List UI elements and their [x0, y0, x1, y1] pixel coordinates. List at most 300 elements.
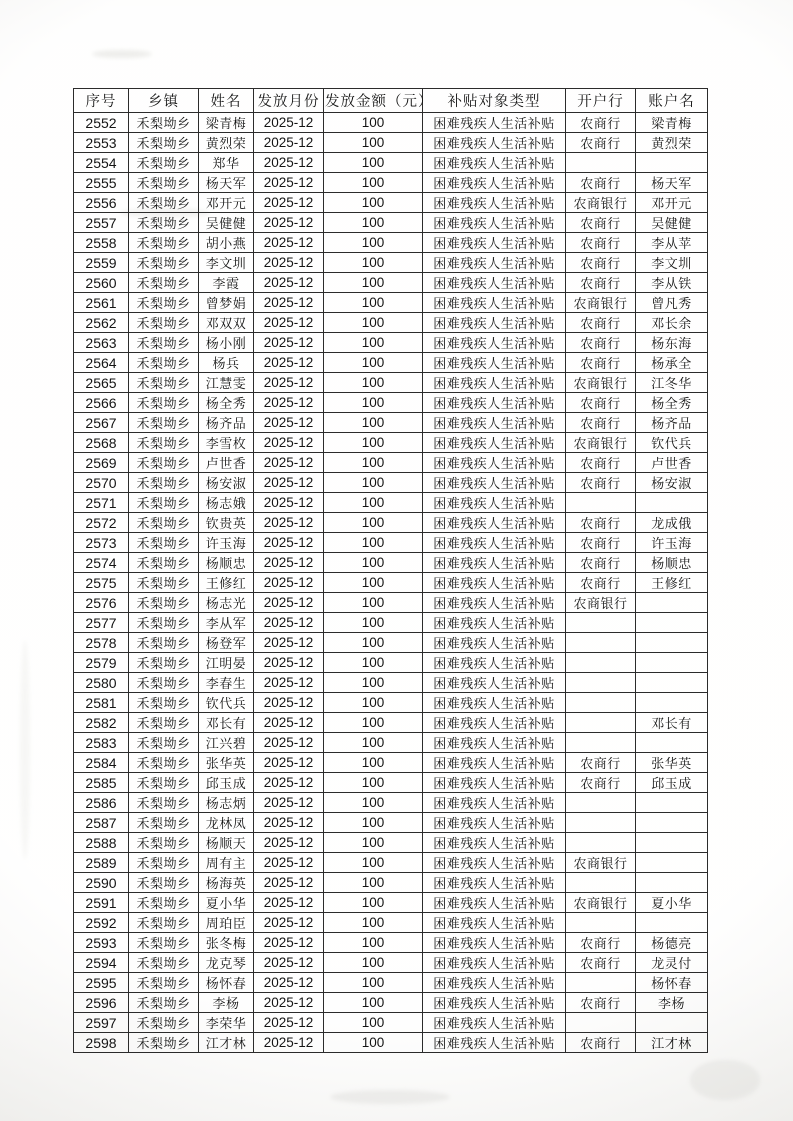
- table-cell: 2582: [74, 713, 129, 733]
- table-cell: 2565: [74, 373, 129, 393]
- table-cell: 江兴碧: [199, 733, 254, 753]
- table-cell: 困难残疾人生活补贴: [423, 433, 566, 453]
- table-cell: 农商行: [566, 393, 636, 413]
- table-row: [74, 293, 708, 313]
- table-row: [74, 413, 708, 433]
- table-cell: [566, 153, 636, 173]
- table-cell: 江才林: [199, 1033, 254, 1053]
- table-cell: 2588: [74, 833, 129, 853]
- table-row: [74, 653, 708, 673]
- table-cell: 禾梨坳乡: [129, 753, 199, 773]
- table-cell: 农商银行: [566, 373, 636, 393]
- table-cell: 100: [324, 333, 423, 353]
- table-cell: 2579: [74, 653, 129, 673]
- table-cell: 农商行: [566, 133, 636, 153]
- table-cell: 禾梨坳乡: [129, 313, 199, 333]
- table-cell: 农商行: [566, 1033, 636, 1053]
- table-cell: 江冬华: [636, 373, 708, 393]
- table-cell: 2025-12: [254, 293, 324, 313]
- table-cell: 禾梨坳乡: [129, 673, 199, 693]
- table-cell: 2025-12: [254, 733, 324, 753]
- table-cell: 农商行: [566, 993, 636, 1013]
- table-cell: 困难残疾人生活补贴: [423, 533, 566, 553]
- table-cell: 吴健健: [199, 213, 254, 233]
- table-cell: 困难残疾人生活补贴: [423, 773, 566, 793]
- table-cell: 杨怀春: [199, 973, 254, 993]
- table-cell: 杨安淑: [636, 473, 708, 493]
- table-cell: 2025-12: [254, 673, 324, 693]
- table-row: [74, 553, 708, 573]
- table-row: [74, 953, 708, 973]
- table-cell: 2025-12: [254, 973, 324, 993]
- table-cell: 100: [324, 233, 423, 253]
- table-cell: 100: [324, 913, 423, 933]
- table-cell: 困难残疾人生活补贴: [423, 273, 566, 293]
- table-cell: 困难残疾人生活补贴: [423, 233, 566, 253]
- table-cell: 100: [324, 133, 423, 153]
- table-cell: 禾梨坳乡: [129, 893, 199, 913]
- table-cell: 禾梨坳乡: [129, 1033, 199, 1053]
- table-cell: 曾凡秀: [636, 293, 708, 313]
- table-cell: 杨东海: [636, 333, 708, 353]
- table-cell: 2589: [74, 853, 129, 873]
- table-cell: 2592: [74, 913, 129, 933]
- table-cell: 困难残疾人生活补贴: [423, 453, 566, 473]
- table-cell: 龙灵付: [636, 953, 708, 973]
- table-cell: 农商银行: [566, 193, 636, 213]
- table-cell: 杨怀春: [636, 973, 708, 993]
- scan-smudge: [330, 1090, 450, 1104]
- table-cell: 龙成俄: [636, 513, 708, 533]
- table-cell: [566, 733, 636, 753]
- table-cell: 2591: [74, 893, 129, 913]
- table-body: [74, 113, 708, 1053]
- table-cell: 2581: [74, 693, 129, 713]
- table-cell: 100: [324, 893, 423, 913]
- table-cell: 李从铁: [636, 273, 708, 293]
- table-cell: 杨顺忠: [199, 553, 254, 573]
- table-cell: 禾梨坳乡: [129, 633, 199, 653]
- table-cell: 2025-12: [254, 473, 324, 493]
- table-row: [74, 1013, 708, 1033]
- scan-smudge: [92, 50, 152, 58]
- table-row: [74, 333, 708, 353]
- table-cell: [636, 493, 708, 513]
- table-cell: 100: [324, 513, 423, 533]
- table-row: [74, 893, 708, 913]
- table-cell: 2025-12: [254, 933, 324, 953]
- table-cell: 2025-12: [254, 113, 324, 133]
- table-row: [74, 493, 708, 513]
- table-cell: 2593: [74, 933, 129, 953]
- table-row: [74, 173, 708, 193]
- table-cell: 100: [324, 693, 423, 713]
- table-cell: 困难残疾人生活补贴: [423, 1013, 566, 1033]
- table-cell: 2576: [74, 593, 129, 613]
- table-cell: 困难残疾人生活补贴: [423, 913, 566, 933]
- table-row: [74, 793, 708, 813]
- table-cell: 曾梦娟: [199, 293, 254, 313]
- table-cell: 黄烈荣: [636, 133, 708, 153]
- table-cell: 100: [324, 673, 423, 693]
- table-cell: 100: [324, 713, 423, 733]
- table-cell: 困难残疾人生活补贴: [423, 353, 566, 373]
- table-cell: 100: [324, 113, 423, 133]
- table-cell: 100: [324, 793, 423, 813]
- table-cell: 禾梨坳乡: [129, 373, 199, 393]
- table-row: [74, 533, 708, 553]
- table-cell: 100: [324, 253, 423, 273]
- table-cell: [636, 813, 708, 833]
- table-cell: 困难残疾人生活补贴: [423, 933, 566, 953]
- table-cell: 困难残疾人生活补贴: [423, 133, 566, 153]
- table-cell: 困难残疾人生活补贴: [423, 853, 566, 873]
- table-cell: 农商行: [566, 753, 636, 773]
- table-cell: 2025-12: [254, 1033, 324, 1053]
- table-cell: 2025-12: [254, 653, 324, 673]
- table-cell: 杨安淑: [199, 473, 254, 493]
- table-cell: 禾梨坳乡: [129, 793, 199, 813]
- table-cell: 困难残疾人生活补贴: [423, 513, 566, 533]
- table-cell: 100: [324, 1013, 423, 1033]
- table-cell: 卢世香: [636, 453, 708, 473]
- table-cell: 困难残疾人生活补贴: [423, 673, 566, 693]
- table-row: [74, 133, 708, 153]
- table-cell: 困难残疾人生活补贴: [423, 193, 566, 213]
- table-cell: [566, 873, 636, 893]
- table-cell: 农商行: [566, 473, 636, 493]
- table-cell: 2025-12: [254, 513, 324, 533]
- table-cell: 2587: [74, 813, 129, 833]
- subsidy-table: [73, 88, 708, 1053]
- table-row: [74, 693, 708, 713]
- table-row: [74, 713, 708, 733]
- table-cell: 2584: [74, 753, 129, 773]
- table-cell: 2025-12: [254, 913, 324, 933]
- table-cell: [636, 853, 708, 873]
- table-cell: 张华英: [199, 753, 254, 773]
- table-cell: 困难残疾人生活补贴: [423, 613, 566, 633]
- table-cell: 农商行: [566, 773, 636, 793]
- table-cell: 2570: [74, 473, 129, 493]
- table-cell: 禾梨坳乡: [129, 413, 199, 433]
- table-cell: [636, 693, 708, 713]
- table-cell: 2559: [74, 253, 129, 273]
- table-cell: 禾梨坳乡: [129, 553, 199, 573]
- table-cell: 禾梨坳乡: [129, 273, 199, 293]
- table-cell: 100: [324, 813, 423, 833]
- table-cell: 禾梨坳乡: [129, 613, 199, 633]
- table-cell: 李文圳: [636, 253, 708, 273]
- table-cell: 杨志娥: [199, 493, 254, 513]
- table-cell: 2564: [74, 353, 129, 373]
- table-cell: 2025-12: [254, 413, 324, 433]
- table-cell: 2025-12: [254, 693, 324, 713]
- table-cell: 禾梨坳乡: [129, 993, 199, 1013]
- table-cell: 困难残疾人生活补贴: [423, 413, 566, 433]
- table-cell: 杨海英: [199, 873, 254, 893]
- scan-smudge: [690, 1060, 760, 1100]
- table-cell: 李杨: [636, 993, 708, 1013]
- table-cell: 2585: [74, 773, 129, 793]
- table-cell: 2561: [74, 293, 129, 313]
- table-row: [74, 113, 708, 133]
- table-cell: 农商行: [566, 573, 636, 593]
- table-cell: 100: [324, 573, 423, 593]
- table-cell: [636, 613, 708, 633]
- table-cell: 农商行: [566, 273, 636, 293]
- table-cell: 2025-12: [254, 873, 324, 893]
- table-cell: 100: [324, 493, 423, 513]
- table-cell: 困难残疾人生活补贴: [423, 793, 566, 813]
- table-cell: 100: [324, 173, 423, 193]
- table-cell: 2578: [74, 633, 129, 653]
- table-cell: 禾梨坳乡: [129, 1013, 199, 1033]
- table-cell: 2568: [74, 433, 129, 453]
- table-cell: [566, 833, 636, 853]
- table-row: [74, 573, 708, 593]
- table-cell: 2555: [74, 173, 129, 193]
- table-cell: 李春生: [199, 673, 254, 693]
- table-cell: 农商行: [566, 453, 636, 473]
- table-cell: 100: [324, 833, 423, 853]
- table-row: [74, 153, 708, 173]
- table-cell: 2558: [74, 233, 129, 253]
- table-row: [74, 993, 708, 1013]
- table-cell: 2025-12: [254, 453, 324, 473]
- table-cell: 2025-12: [254, 553, 324, 573]
- table-cell: 农商行: [566, 933, 636, 953]
- table-cell: 困难残疾人生活补贴: [423, 973, 566, 993]
- table-cell: 农商行: [566, 533, 636, 553]
- table-row: [74, 233, 708, 253]
- table-cell: [566, 713, 636, 733]
- table-cell: [636, 593, 708, 613]
- table-cell: 100: [324, 873, 423, 893]
- table-cell: 2025-12: [254, 813, 324, 833]
- table-cell: 农商银行: [566, 893, 636, 913]
- table-row: [74, 673, 708, 693]
- table-cell: 2563: [74, 333, 129, 353]
- table-cell: 禾梨坳乡: [129, 113, 199, 133]
- table-row: [74, 213, 708, 233]
- table-cell: 2025-12: [254, 713, 324, 733]
- table-cell: 杨志光: [199, 593, 254, 613]
- table-cell: 2573: [74, 533, 129, 553]
- table-cell: 邱玉成: [199, 773, 254, 793]
- table-cell: 禾梨坳乡: [129, 253, 199, 273]
- table-cell: 2562: [74, 313, 129, 333]
- table-cell: 2025-12: [254, 613, 324, 633]
- table-cell: 农商行: [566, 233, 636, 253]
- table-cell: 2025-12: [254, 633, 324, 653]
- table-cell: 禾梨坳乡: [129, 153, 199, 173]
- table-cell: 2580: [74, 673, 129, 693]
- table-cell: [566, 633, 636, 653]
- table-cell: 困难残疾人生活补贴: [423, 1033, 566, 1053]
- table-cell: 困难残疾人生活补贴: [423, 213, 566, 233]
- table-cell: [636, 653, 708, 673]
- table-cell: 困难残疾人生活补贴: [423, 473, 566, 493]
- table-cell: 2025-12: [254, 173, 324, 193]
- table-cell: 李从军: [199, 613, 254, 633]
- table-cell: 困难残疾人生活补贴: [423, 393, 566, 413]
- table-cell: 困难残疾人生活补贴: [423, 113, 566, 133]
- header-serial: 序号: [74, 89, 129, 113]
- table-cell: 梁青梅: [636, 113, 708, 133]
- table-row: [74, 813, 708, 833]
- table-row: [74, 973, 708, 993]
- table-cell: 许玉海: [199, 533, 254, 553]
- table-cell: 禾梨坳乡: [129, 493, 199, 513]
- table-cell: 2025-12: [254, 273, 324, 293]
- table-cell: 邓长有: [199, 713, 254, 733]
- table-cell: 2583: [74, 733, 129, 753]
- table-cell: 100: [324, 193, 423, 213]
- table-cell: [636, 833, 708, 853]
- table-cell: 李文圳: [199, 253, 254, 273]
- table-cell: 100: [324, 773, 423, 793]
- table-cell: 禾梨坳乡: [129, 693, 199, 713]
- table-cell: 2566: [74, 393, 129, 413]
- table-cell: 困难残疾人生活补贴: [423, 873, 566, 893]
- table-row: [74, 853, 708, 873]
- table-cell: 2552: [74, 113, 129, 133]
- table-cell: 李杨: [199, 993, 254, 1013]
- table-cell: 100: [324, 733, 423, 753]
- table-cell: 100: [324, 433, 423, 453]
- table-cell: 邓开元: [636, 193, 708, 213]
- table-row: [74, 733, 708, 753]
- table-cell: 2025-12: [254, 353, 324, 373]
- table-cell: 卢世香: [199, 453, 254, 473]
- table-cell: 李霞: [199, 273, 254, 293]
- table-cell: 禾梨坳乡: [129, 213, 199, 233]
- table-cell: 禾梨坳乡: [129, 913, 199, 933]
- table-cell: [566, 793, 636, 813]
- table-cell: 杨登军: [199, 633, 254, 653]
- table-cell: 夏小华: [199, 893, 254, 913]
- table-cell: 邱玉成: [636, 773, 708, 793]
- table-cell: 禾梨坳乡: [129, 653, 199, 673]
- table-cell: 100: [324, 393, 423, 413]
- table-cell: 农商行: [566, 953, 636, 973]
- table-cell: 100: [324, 973, 423, 993]
- table-cell: 2595: [74, 973, 129, 993]
- table-cell: 农商行: [566, 353, 636, 373]
- table-cell: 100: [324, 413, 423, 433]
- table-cell: 禾梨坳乡: [129, 813, 199, 833]
- table-cell: 2025-12: [254, 593, 324, 613]
- table-row: [74, 433, 708, 453]
- table-cell: 困难残疾人生活补贴: [423, 653, 566, 673]
- table-cell: 2025-12: [254, 533, 324, 553]
- table-row: [74, 393, 708, 413]
- table-cell: 禾梨坳乡: [129, 233, 199, 253]
- table-cell: 100: [324, 933, 423, 953]
- table-cell: 许玉海: [636, 533, 708, 553]
- table-cell: 100: [324, 453, 423, 473]
- table-cell: 禾梨坳乡: [129, 473, 199, 493]
- table-cell: 2025-12: [254, 1013, 324, 1033]
- table-cell: 禾梨坳乡: [129, 133, 199, 153]
- table-cell: 困难残疾人生活补贴: [423, 953, 566, 973]
- scan-smudge: [20, 640, 30, 860]
- table-header-row: [74, 89, 708, 113]
- table-cell: 困难残疾人生活补贴: [423, 993, 566, 1013]
- table-row: [74, 353, 708, 373]
- table-cell: 邓双双: [199, 313, 254, 333]
- table-cell: 李从苹: [636, 233, 708, 253]
- table-cell: 禾梨坳乡: [129, 173, 199, 193]
- table-row: [74, 613, 708, 633]
- table-row: [74, 913, 708, 933]
- table-cell: 100: [324, 953, 423, 973]
- table-cell: 龙克琴: [199, 953, 254, 973]
- table-cell: 2025-12: [254, 333, 324, 353]
- table-cell: 杨天军: [636, 173, 708, 193]
- table-cell: 困难残疾人生活补贴: [423, 153, 566, 173]
- table-cell: 农商行: [566, 333, 636, 353]
- table-cell: 2553: [74, 133, 129, 153]
- table-cell: 困难残疾人生活补贴: [423, 293, 566, 313]
- table-cell: 2590: [74, 873, 129, 893]
- header-month: 发放月份: [254, 89, 324, 113]
- table-cell: 2025-12: [254, 753, 324, 773]
- table-cell: 2597: [74, 1013, 129, 1033]
- table-row: [74, 453, 708, 473]
- header-account-name: 账户名: [636, 89, 708, 113]
- table-cell: 禾梨坳乡: [129, 593, 199, 613]
- table-cell: 王修红: [636, 573, 708, 593]
- table-cell: 100: [324, 473, 423, 493]
- table-cell: 2577: [74, 613, 129, 633]
- table-row: [74, 773, 708, 793]
- table-cell: 100: [324, 293, 423, 313]
- table-cell: 100: [324, 993, 423, 1013]
- table-cell: 100: [324, 853, 423, 873]
- table-cell: 农商行: [566, 173, 636, 193]
- table-cell: 困难残疾人生活补贴: [423, 733, 566, 753]
- table-cell: 龙林凤: [199, 813, 254, 833]
- table-cell: 禾梨坳乡: [129, 973, 199, 993]
- table-cell: 2554: [74, 153, 129, 173]
- table-cell: 梁青梅: [199, 113, 254, 133]
- table-cell: 2025-12: [254, 373, 324, 393]
- table-cell: 2025-12: [254, 853, 324, 873]
- table-cell: 困难残疾人生活补贴: [423, 553, 566, 573]
- table-cell: 禾梨坳乡: [129, 713, 199, 733]
- table-row: [74, 373, 708, 393]
- table-cell: 100: [324, 373, 423, 393]
- table-cell: [636, 913, 708, 933]
- table-cell: 李荣华: [199, 1013, 254, 1033]
- table-row: [74, 253, 708, 273]
- table-row: [74, 933, 708, 953]
- table-cell: 禾梨坳乡: [129, 873, 199, 893]
- table-cell: 2025-12: [254, 773, 324, 793]
- table-cell: 李雪枚: [199, 433, 254, 453]
- table-cell: 2572: [74, 513, 129, 533]
- table-cell: 杨志炳: [199, 793, 254, 813]
- table-row: [74, 873, 708, 893]
- table-cell: 吴健健: [636, 213, 708, 233]
- table-cell: 江才林: [636, 1033, 708, 1053]
- table-cell: 禾梨坳乡: [129, 433, 199, 453]
- table-cell: 2586: [74, 793, 129, 813]
- table-cell: 禾梨坳乡: [129, 853, 199, 873]
- table-cell: 杨全秀: [636, 393, 708, 413]
